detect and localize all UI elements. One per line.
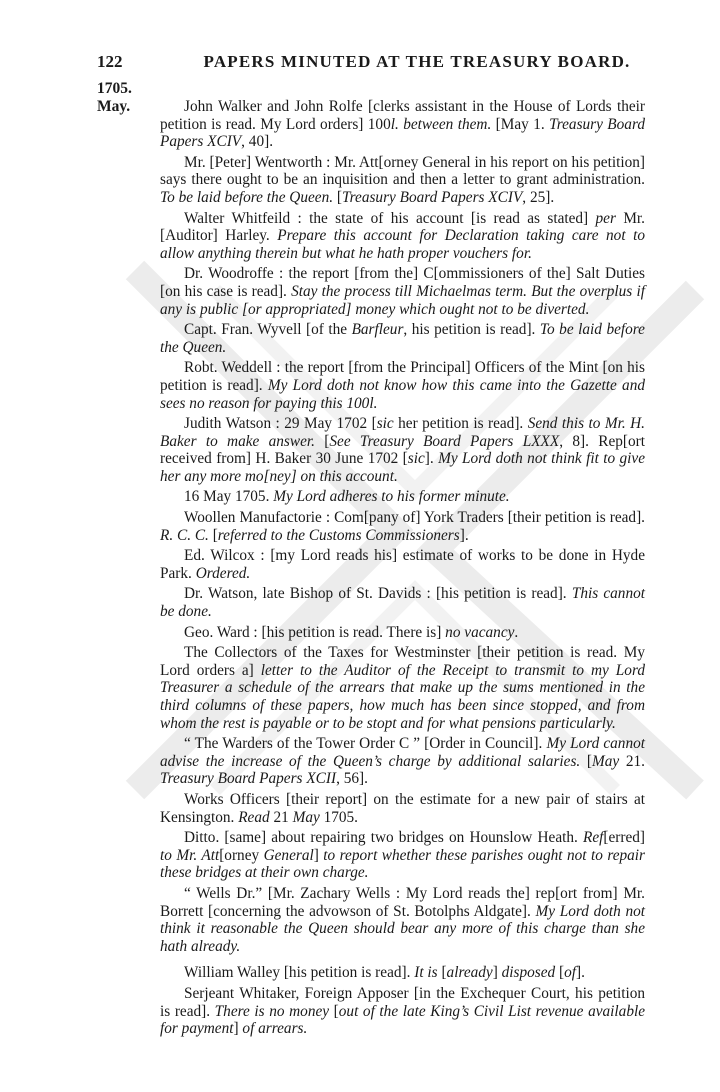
margin-month: May. <box>97 98 131 115</box>
minute-entry <box>160 321 645 356</box>
minute-entry <box>160 644 645 732</box>
minute-italic-text: My Lord cannot advise the increase of the Queen’s charge by additional salaries. <box>160 735 645 770</box>
minute-entry <box>160 488 645 506</box>
minute-text: . <box>514 623 519 641</box>
minute-italic-text: May <box>592 752 620 770</box>
minute-italic-text: May <box>292 808 320 826</box>
page-header <box>97 52 657 76</box>
minute-text: Serjeant Whitaker, Foreign Apposer [in the Exchequer Court, his petition is read]. <box>160 984 645 1020</box>
minute-text: 16 May 1705. <box>184 488 274 506</box>
minute-italic-text: Read <box>238 808 270 826</box>
minute-text: , his petition is read]. <box>403 321 540 339</box>
minute-italic-text: Send this to Mr. H. Baker to make answer. <box>160 415 645 450</box>
minute-italic-text: It is <box>414 964 438 982</box>
minute-text: ]. <box>576 964 585 982</box>
minute-entry <box>160 359 645 412</box>
minute-italic-text: This cannot be done. <box>160 585 645 621</box>
minute-text: ]. <box>424 450 439 468</box>
minute-entry <box>160 585 645 620</box>
minute-text: [ <box>555 964 565 982</box>
minute-text: Ditto. [same] about repairing two bridges on Hounslow Heath. <box>184 829 583 847</box>
minute-text: Capt. Fran. Wyvell [of the <box>184 321 352 339</box>
minute-text: William Walley [his petition is read]. <box>184 964 415 982</box>
minute-text: Dr. Woodroffe : the report [from the] C[ommissioners of the] Salt Duties [on his case is read]. <box>160 265 645 300</box>
minute-text: John Walker and John Rolfe [clerks assistant in the House of Lords their petition is read. My Lord orders] 100 <box>160 98 645 133</box>
minute-entry <box>160 547 645 582</box>
minute-italic-text: My Lord doth not know how this came into the Gazette and sees no reason for paying this 100l. <box>160 376 645 412</box>
minute-italic-text: sic <box>407 450 425 468</box>
minute-text: , 25]. <box>522 188 555 206</box>
minute-italic-text: My Lord doth not think fit to give her any more mo[ney] on this account. <box>160 450 645 485</box>
minute-text: 21. <box>619 752 646 770</box>
minute-entry <box>160 624 645 642</box>
minute-text: [orney <box>219 846 264 864</box>
minute-italic-text: There is no money <box>214 1002 330 1020</box>
minute-italic-text: already <box>446 964 493 982</box>
minute-entry <box>160 415 645 485</box>
minute-text: [ <box>208 526 218 544</box>
minute-text: Mr. [Peter] Wentworth : Mr. Att[orney General in his report on his petition] says there ought to be an inquisition and then a letter to grant administration. <box>160 153 645 189</box>
minute-italic-text: R. C. C. <box>160 526 209 544</box>
minute-entry <box>160 791 645 826</box>
minute-italic-text: Prepare this account for Declaration taking care not to allow anything therein but what he hath proper vouchers for. <box>160 227 645 262</box>
minute-italic-text: Ref <box>583 829 604 847</box>
minute-text: Judith Watson : 29 May 1702 [ <box>184 415 377 433</box>
minute-italic-text: See <box>329 432 351 450</box>
minute-entry <box>160 885 645 955</box>
minute-text: Dr. Watson, late Bishop of St. Davids : [his petition is read]. <box>184 585 572 603</box>
minute-italic-text: Treasury Board Papers XCIV <box>341 188 523 206</box>
minute-text: 21 <box>269 808 293 826</box>
minute-italic-text: General <box>263 846 314 864</box>
minute-text: [ <box>329 1002 339 1020</box>
minute-text: [ <box>437 964 447 982</box>
minute-text: Walter Whitfeild : the state of his account [is read as stated] <box>184 209 596 227</box>
minute-text: [May 1. <box>491 115 550 133</box>
minute-entry <box>160 985 645 1038</box>
minute-italic-text: out of the late King’s Civil List revenue available for payment <box>160 1002 646 1038</box>
minute-italic-text: Treasury Board Papers XCIV <box>160 115 645 151</box>
minute-italic-text: disposed <box>501 964 556 982</box>
minute-entry <box>160 265 645 318</box>
minute-text <box>351 433 360 450</box>
minute-entry <box>160 735 645 788</box>
minute-italic-text: referred to the Customs Commissioners <box>217 526 460 544</box>
minute-italic-text: per <box>595 209 616 227</box>
minute-italic-text: My Lord doth not think it reasonable the Queen should bear any more of this charge than she hath already. <box>160 902 646 955</box>
minute-text: ] <box>313 846 324 864</box>
minute-text: ] <box>492 964 502 982</box>
minute-entry <box>160 154 645 207</box>
minute-entry <box>160 829 645 882</box>
minute-italic-text: of <box>564 964 577 982</box>
minute-italic-text: Treasury Board Papers LXXX <box>359 432 560 450</box>
minute-text: Geo. Ward : [his petition is read. There is] <box>184 623 446 641</box>
minute-italic-text: To be laid before the Queen. <box>160 188 334 206</box>
minute-text: The Collectors of the Taxes for Westminster [their petition is read. My Lord orders a] <box>160 644 645 679</box>
minute-italic-text: Treasury Board Papers XCII <box>160 770 337 788</box>
minute-italic-text: to Mr. Att <box>160 846 220 864</box>
minute-italic-text: My Lord adheres to his former minute. <box>273 488 510 506</box>
minute-text: 1705. <box>319 808 359 826</box>
minute-italic-text: to report whether these parishes ought not to repair these bridges at their own charge. <box>160 846 646 882</box>
minute-text: ] <box>233 1020 243 1038</box>
minute-entry <box>160 210 645 263</box>
minute-text: [ <box>314 432 330 450</box>
minute-text: Mr. [Auditor] Harley. <box>160 209 645 245</box>
minute-text: , 40]. <box>241 133 274 151</box>
minute-italic-text: of arrears. <box>242 1020 308 1038</box>
minute-text: [erred] <box>603 829 645 847</box>
minute-text: , 56]. <box>336 770 368 788</box>
margin-year: 1705. <box>97 80 132 97</box>
minute-italic-text: Barfleur <box>351 321 404 339</box>
minute-entry <box>160 964 645 982</box>
minute-text: , 8]. Rep[ort received from] H. Baker 30 June 1702 [ <box>160 432 645 468</box>
minute-italic-text: letter to the Auditor of the Receipt to transmit to my Lord Treasurer a schedule of the arrears that make up the sums mentioned in the third columns of these papers, how much has been since stopped, and from whom the rest is payable or to be stopt and for what pensions particularly. <box>160 661 645 732</box>
minute-text: Woollen Manufactorie : Com[pany of] York Traders [their petition is read]. <box>184 509 645 527</box>
minute-italic-text: sic <box>376 415 394 433</box>
page-number: 122 <box>97 52 123 71</box>
minute-text: her petition is read]. <box>393 415 528 433</box>
running-title: PAPERS MINUTED AT THE TREASURY BOARD. <box>203 52 631 71</box>
minute-italic-text: l. between them. <box>390 115 492 133</box>
minutes-body <box>160 98 645 1041</box>
minute-text: “ The Warders of the Tower Order C ” [Order in Council]. <box>184 735 547 753</box>
minute-italic-text: To be laid before the Queen. <box>160 321 645 356</box>
minute-text: Works Officers [their report] on the estimate for a new pair of stairs at Kensington. <box>160 790 645 826</box>
minute-text: ]. <box>459 526 469 544</box>
minute-text: Robt. Weddell : the report [from the Principal] Officers of the Mint [on his petition is read]. <box>160 359 645 394</box>
minute-text: “ Wells Dr.” [Mr. Zachary Wells : My Lord reads the] rep[ort from] Mr. Borrett [concerning the advowson of St. Botolphs Aldgate]. <box>160 884 645 920</box>
minute-text: [ <box>333 188 342 206</box>
minute-italic-text: no vacancy <box>445 623 515 641</box>
minute-text: [ <box>580 752 593 770</box>
minute-italic-text: Stay the process till Michaelmas term. But the overplus if any is public [or appropriated] money which ought not to be diverted. <box>160 282 645 318</box>
minute-italic-text: Ordered. <box>195 564 251 582</box>
minute-entry <box>160 509 645 544</box>
minute-text: Ed. Wilcox : [my Lord reads his] estimate of works to be done in Hyde Park. <box>160 547 645 582</box>
minute-entry <box>160 98 645 151</box>
